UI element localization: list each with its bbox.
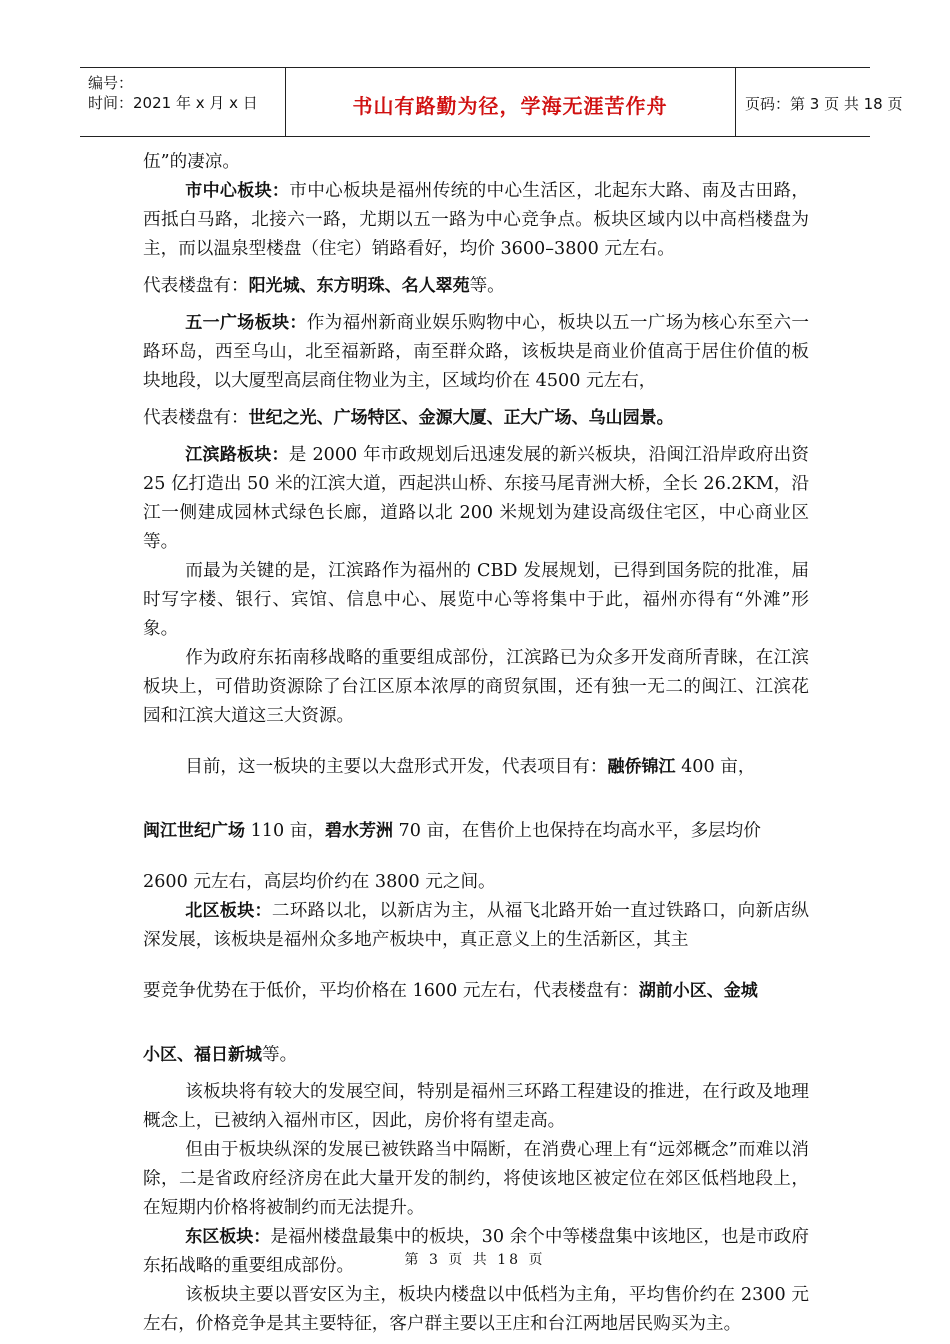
paragraph-text: 二环路以北，以新店为主，从福飞北路开始一直过铁路口，向新店纵深发展，该板块是福州众多地产板块中，真正意义上的生活新区，其主: [143, 901, 809, 950]
doc-time-label: 时间：2021 年 x 月 x 日: [88, 94, 258, 112]
paragraph-text: 而最为关键的是，江滨路作为福州的 CBD 发展规划，已得到国务院的批准，届时写字楼、银行、宾馆、信息中心、展览中心等将集中于此，福州亦得有“外滩”形象。: [143, 561, 809, 639]
paragraph: [143, 1041, 809, 1070]
page-footer: 第 3 页 共 18 页: [404, 1252, 546, 1268]
page-header: [80, 67, 903, 137]
header-page-cell: [735, 68, 903, 136]
section-heading: 江滨路板块：: [185, 445, 289, 465]
highlight-text: 融侨锦江: [607, 757, 676, 777]
doc-number-label: 编号：: [88, 74, 134, 92]
paragraph: [143, 977, 809, 1006]
highlight-text: 湖前小区、金城: [638, 981, 758, 1001]
paragraph: [143, 1136, 809, 1223]
document-body: [143, 148, 809, 1339]
paragraph: [143, 1281, 809, 1339]
paragraph: [143, 557, 809, 644]
paragraph-text: 伍”的凄凉。: [143, 152, 240, 172]
paragraph-text: 要竞争优势在于低价，平均价格在 1600 元左右，代表楼盘有：: [143, 981, 639, 1001]
paragraph: [143, 1078, 809, 1136]
paragraph: [143, 817, 809, 846]
header-motto-cell: [285, 68, 736, 136]
paragraph-text: 代表楼盘有：: [143, 276, 249, 296]
paragraph: [143, 868, 809, 897]
section-heading: 市中心板块：: [185, 181, 290, 201]
paragraph-text: 2600 元左右，高层均价约在 3800 元之间。: [143, 872, 496, 892]
highlight-text: 小区、福日新城: [143, 1045, 262, 1065]
paragraph-text: 作为福州新商业娱乐购物中心，板块以五一广场为核心东至六一路环岛，西至乌山，北至福新路，南至群众路，该板块是商业价值高于居住价值的板块地段，以大厦型高层商住物业为主，区域均价在 4500 元左右，: [143, 313, 809, 391]
paragraph-text: 但由于板块纵深的发展已被铁路当中隔断，在消费心理上有“远郊概念”而难以消除，二是省政府经济房在此大量开发的制约，将使该地区被定位在郊区低档地段上，在短期内价格将被制约而无法提升。: [143, 1140, 809, 1218]
header-info-cell: [80, 68, 286, 136]
paragraph-wuyi-square: [143, 309, 809, 396]
paragraph-text: 400 亩，: [675, 757, 756, 777]
paragraph-representative: [143, 404, 809, 433]
paragraph-text: 该板块将有较大的发展空间，特别是福州三环路工程建设的推进，在行政及地理概念上，已被纳入福州市区，因此，房价将有望走高。: [143, 1082, 809, 1131]
paragraph-text: 70 亩，在售价上也保持在均高水平，多层均价: [392, 821, 761, 841]
section-heading: 北区板块：: [185, 901, 272, 921]
highlight-text: 阳光城、东方明珠、名人翠苑: [248, 276, 470, 296]
header-motto: 书山有路勤为径，学海无涯苦作舟: [352, 94, 668, 118]
paragraph-representative: [143, 272, 809, 301]
paragraph-jiangbin-road: [143, 441, 809, 557]
highlight-text: 闽江世纪广场: [143, 821, 245, 841]
paragraph-text: 市中心板块是福州传统的中心生活区，北起东大路、南及古田路，西抵白马路，北接六一路，尤期以五一路为中心竞争点。板块区域内以中高档楼盘为主，而以温泉型楼盘（住宅）销路看好，均价 3600–3800 元左右。: [143, 181, 809, 259]
paragraph-text: 110 亩，: [245, 821, 325, 841]
section-heading: 东区板块：: [185, 1227, 271, 1247]
paragraph-text: 等。: [469, 276, 505, 296]
paragraph-city-center: [143, 177, 809, 264]
header-page-code: 页码：第 3 页 共 18 页: [745, 95, 903, 113]
paragraph-text: 作为政府东拓南移战略的重要组成部份，江滨路已为众多开发商所青睐，在江滨板块上，可借助资源除了台江区原本浓厚的商贸氛围，还有独一无二的闽江、江滨花园和江滨大道这三大资源。: [143, 648, 809, 726]
paragraph: [143, 644, 809, 731]
paragraph-text: 目前，这一板块的主要以大盘形式开发，代表项目有：: [185, 757, 608, 777]
paragraph-north-district: [143, 897, 809, 955]
paragraph: [143, 753, 809, 782]
paragraph-text: 该板块主要以晋安区为主，板块内楼盘以中低档为主角，平均售价约在 2300 元左右，价格竞争是其主要特征，客户群主要以王庄和台江两地居民购买为主。: [143, 1285, 809, 1334]
highlight-text: 碧水芳洲: [324, 821, 393, 841]
highlight-text: 世纪之光、广场特区、金源大厦、正大广场、乌山园景。: [248, 408, 674, 428]
paragraph-text: 是福州楼盘最集中的板块，30 余个中等楼盘集中该地区，也是市政府东拓战略的重要组成部份。: [143, 1227, 810, 1276]
section-heading: 五一广场板块：: [185, 313, 307, 333]
paragraph: [143, 148, 809, 177]
paragraph-text: 是 2000 年市政规划后迅速发展的新兴板块，沿闽江沿岸政府出资 25 亿打造出 50 米的江滨大道，西起洪山桥、东接马尾青洲大桥，全长 26.2KM，沿江一侧建成园林式绿色长廊，道路以北 200 米规划为建设高级住宅区，中心商业区等。: [143, 445, 810, 552]
paragraph-text: 代表楼盘有：: [143, 408, 249, 428]
paragraph-text: 等。: [262, 1045, 298, 1065]
